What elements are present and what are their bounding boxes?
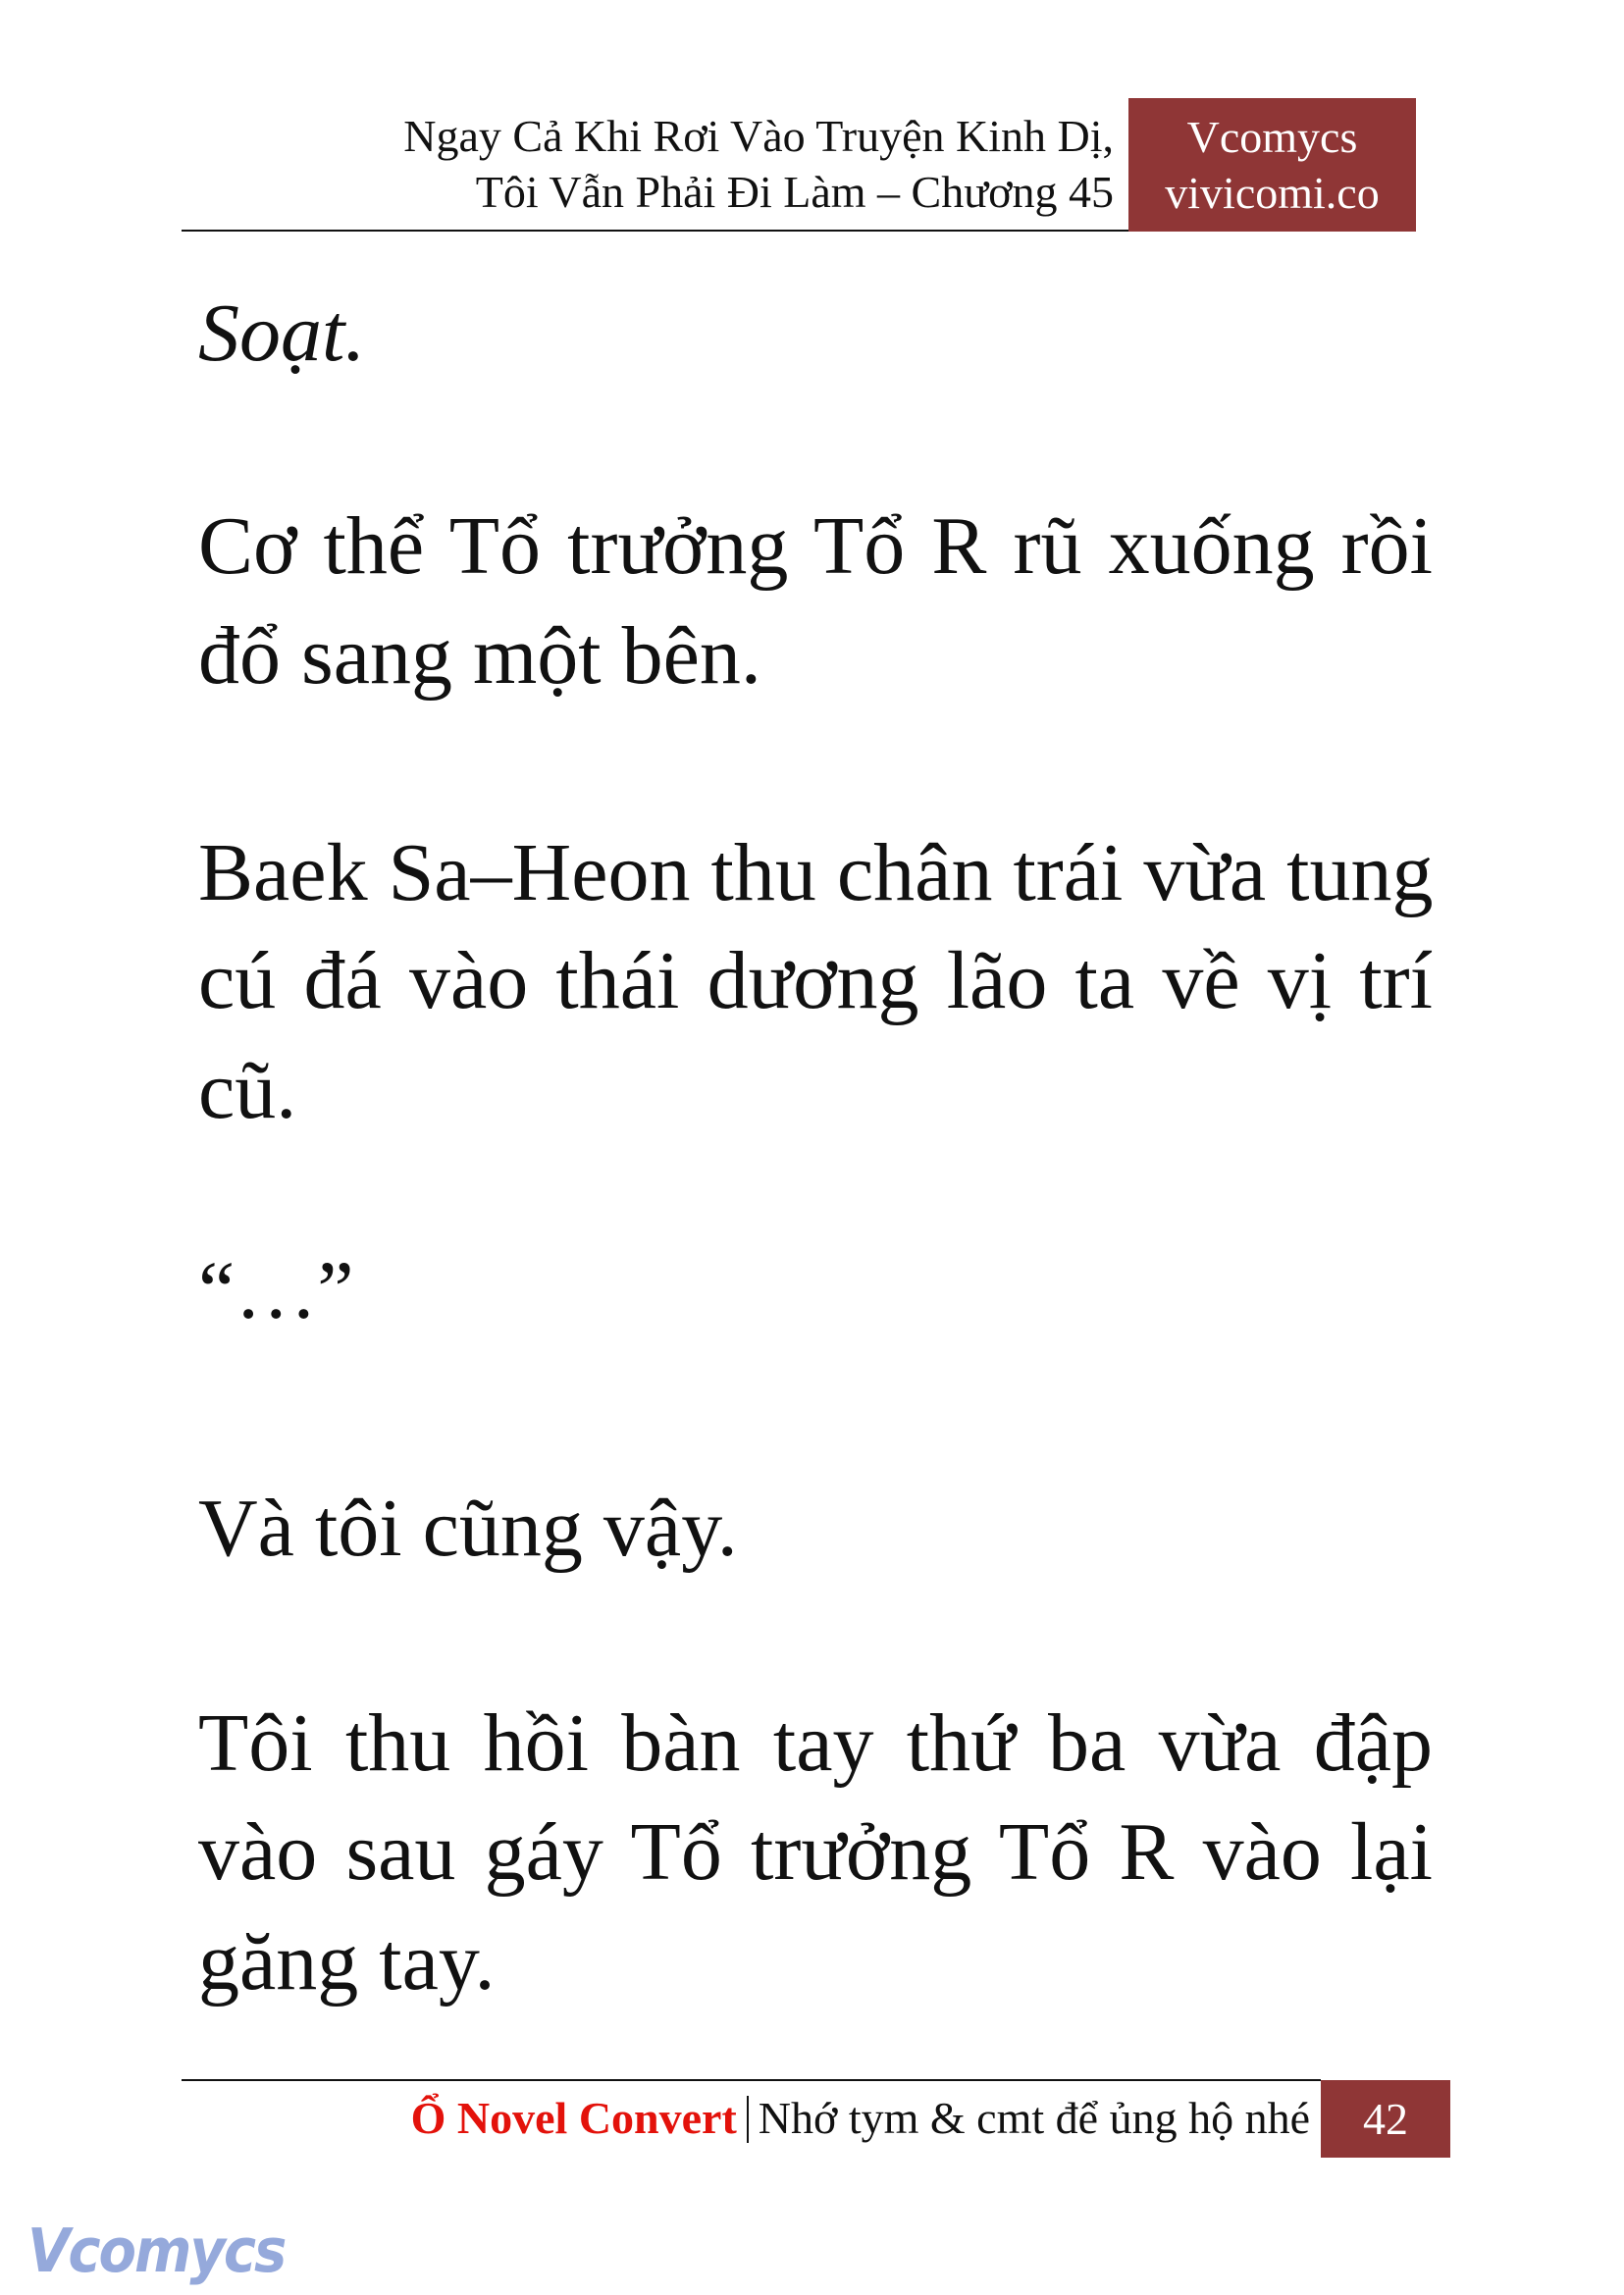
paragraph-line: “…” — [198, 1245, 354, 1336]
footer-credit — [411, 2091, 1310, 2146]
paragraph-line: cũ. — [198, 1045, 297, 1136]
footer-message: Nhớ tym & cmt để ủng hộ nhé — [758, 2093, 1310, 2143]
paragraph-line: Cơ thể Tổ trưởng Tổ R rũ xuống rồi — [198, 500, 1433, 592]
header-divider — [182, 230, 1128, 232]
brand-name: Vcomycs — [1186, 112, 1358, 162]
vcomycs-logo-icon: Vcomycs — [27, 2216, 286, 2287]
footer-divider — [182, 2079, 1321, 2081]
paragraph-line: Baek Sa–Heon thu chân trái vừa tung — [198, 827, 1434, 918]
paragraph-line: đổ sang một bên. — [198, 610, 761, 702]
chapter-title-line-1: Ngay Cả Khi Rơi Vào Truyện Kinh Dị, — [403, 111, 1114, 161]
paragraph-line: Tôi thu hồi bàn tay thứ ba vừa đập — [198, 1697, 1433, 1789]
brand-site: vivicomi.co — [1165, 168, 1380, 218]
paragraph-line: Và tôi cũng vậy. — [198, 1483, 738, 1574]
footer-separator — [747, 2096, 749, 2143]
paragraph-line: găng tay. — [198, 1916, 496, 2008]
page-number: 42 — [1321, 2080, 1450, 2158]
brand-badge — [1128, 98, 1416, 232]
chapter-title — [403, 108, 1114, 220]
paragraph-line: cú đá vào thái dương lão ta về vị trí — [198, 935, 1433, 1026]
chapter-title-line-2: Tôi Vẫn Phải Đi Làm – Chương 45 — [475, 167, 1114, 217]
paragraph-line: Soạt. — [198, 287, 366, 379]
footer-brand: Ổ Novel Convert — [410, 2093, 737, 2143]
paragraph-line: vào sau gáy Tổ trưởng Tổ R vào lại — [198, 1806, 1433, 1898]
